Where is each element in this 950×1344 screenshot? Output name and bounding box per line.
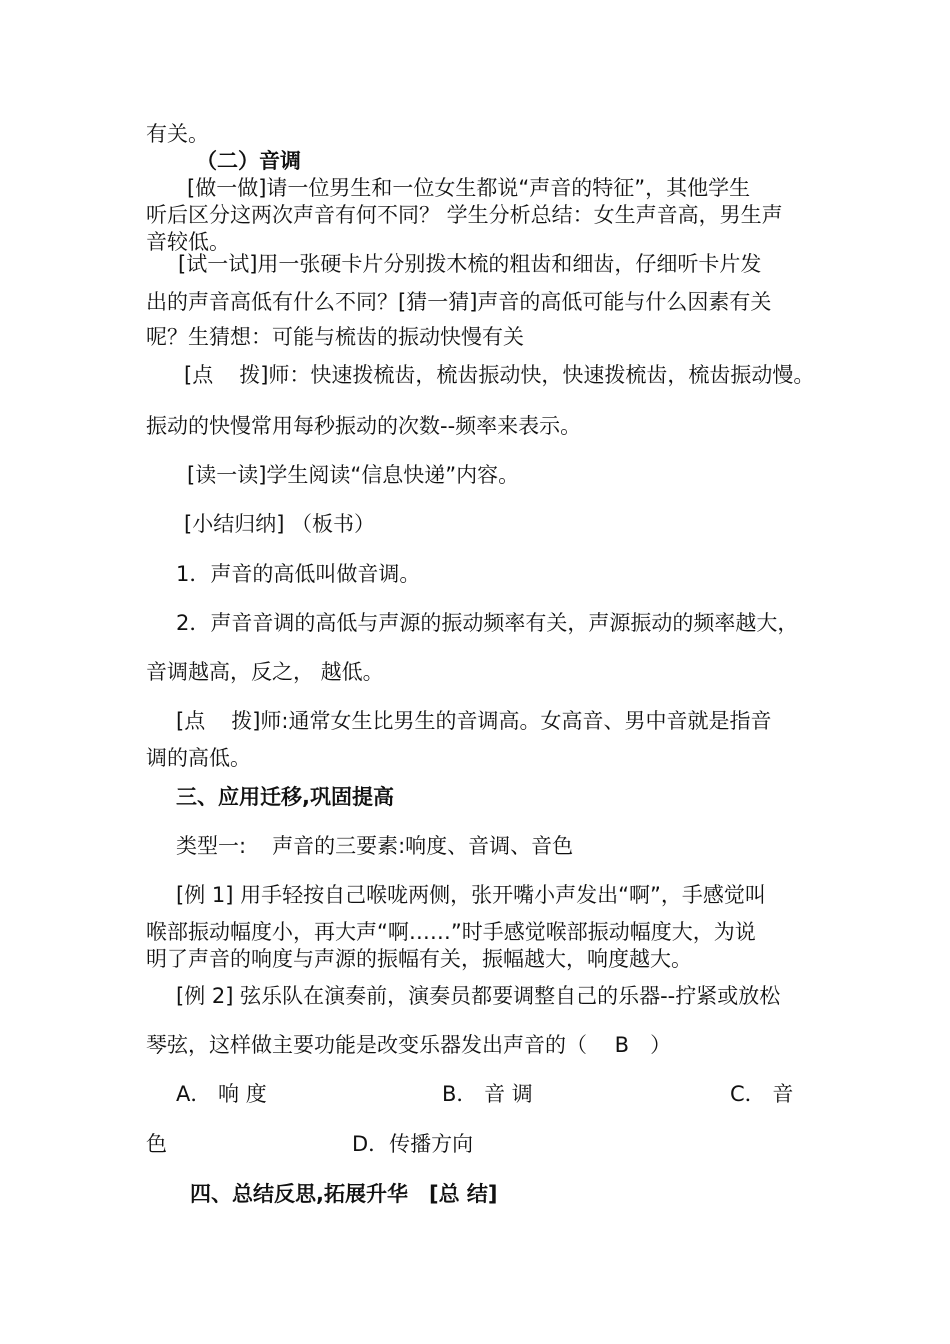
section-heading: 三、应用迁移,巩固提高: [176, 785, 394, 809]
text-line: [176, 832, 573, 860]
option-c: C． 音: [730, 1082, 794, 1106]
text-line: 出的声音高低有什么不同？[猜一猜]声音的高低可能与什么因素有关: [146, 290, 772, 314]
option-a: A． 响 度: [176, 1082, 267, 1106]
text-fragment: 类型一:: [176, 834, 247, 858]
text-line: [做一做]请一位男生和一位女生都说“声音的特征”，其他学生: [187, 176, 751, 200]
text-line: 听后区分这两次声音有何不同？ 学生分析总结：女生声音高，男生声: [146, 203, 783, 227]
text-line: 音调越高，反之， 越低。: [146, 660, 384, 684]
text-line: 色: [146, 1132, 167, 1156]
question-line: 琴弦，这样做主要功能是改变乐器发出声音的（ B ）: [146, 1033, 672, 1057]
text-fragment: 声音的三要素:响度、音调、音色: [272, 834, 574, 858]
text-line: [184, 361, 814, 389]
text-line: [小结归纳] （板书）: [184, 512, 376, 536]
text-line: [例 2] 弦乐队在演奏前，演奏员都要调整自己的乐器--拧紧或放松: [176, 984, 781, 1008]
option-b: B． 音 调: [442, 1082, 533, 1106]
text-line: 调的高低。: [146, 746, 251, 770]
section-heading: （二）音调: [196, 149, 301, 173]
text-fragment: 拨]师:通常女生比男生的音调高。女高音、男中音就是指音: [231, 709, 772, 733]
section-heading: 四、总结反思,拓展升华 [总 结]: [190, 1182, 498, 1206]
text-line: 喉部振动幅度小，再大声“啊……”时手感觉喉部振动幅度大，为说: [146, 920, 756, 944]
list-item: 2．声音音调的高低与声源的振动频率有关，声源振动的频率越大，: [176, 611, 799, 635]
text-line: 振动的快慢常用每秒振动的次数--频率来表示。: [146, 414, 582, 438]
text-line: 音较低。: [146, 230, 230, 254]
text-line: [读一读]学生阅读“信息快递”内容。: [187, 463, 520, 487]
text-line: [176, 707, 771, 735]
option-d: D．传播方向: [352, 1132, 474, 1156]
text-line: [试一试]用一张硬卡片分别拨木梳的粗齿和细齿，仔细听卡片发: [178, 252, 762, 276]
text-fragment: 拨]师：快速拨梳齿，梳齿振动快，快速拨梳齿，梳齿振动慢。: [239, 363, 815, 387]
text-fragment: [点: [184, 363, 214, 387]
list-item: 1．声音的高低叫做音调。: [176, 562, 421, 586]
text-line: 有关。: [146, 122, 209, 146]
text-line: 明了声音的响度与声源的振幅有关，振幅越大，响度越大。: [146, 947, 692, 971]
text-line: 呢？生猜想：可能与梳齿的振动快慢有关: [146, 325, 524, 349]
text-line: [例 1] 用手轻按自己喉咙两侧，张开嘴小声发出“啊”，手感觉叫: [176, 883, 766, 907]
text-fragment: [点: [176, 709, 206, 733]
